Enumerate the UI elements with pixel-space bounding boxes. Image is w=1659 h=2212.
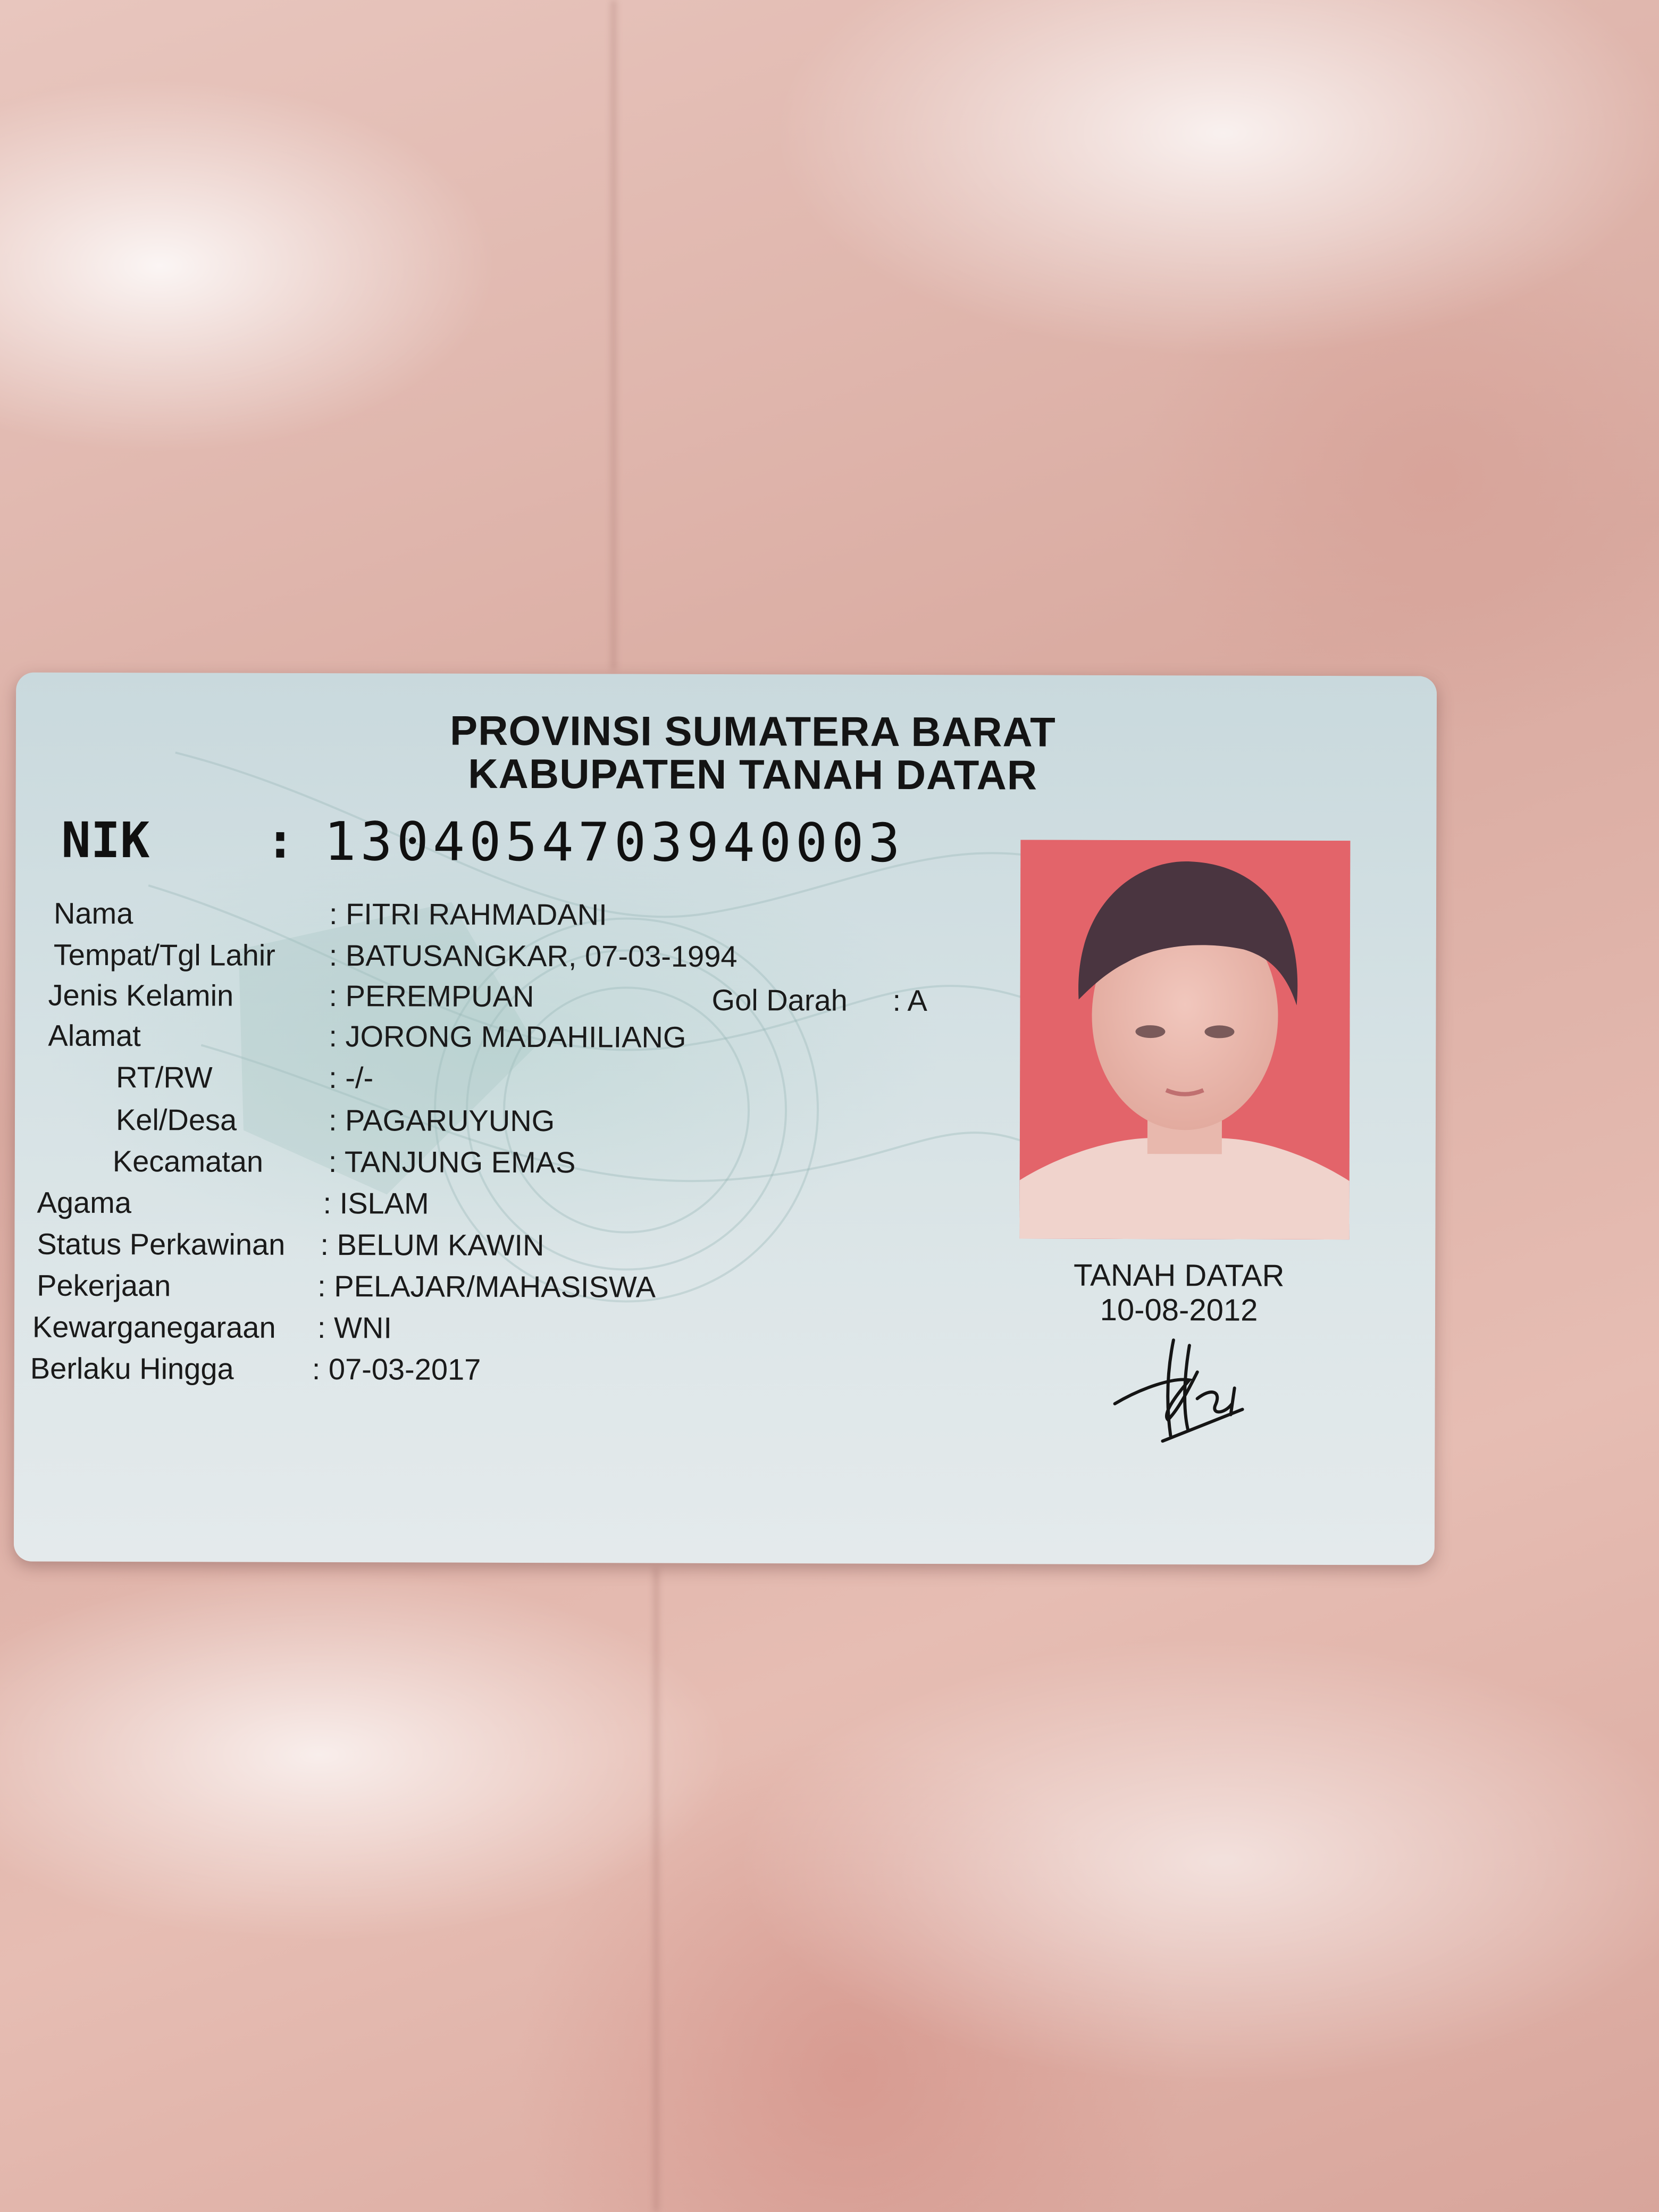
field-value: : BATUSANGKAR, 07-03-1994 — [329, 939, 738, 974]
field-value: : ISLAM — [323, 1186, 429, 1220]
field-value: : 07-03-2017 — [312, 1352, 481, 1386]
field-value: : PAGARUYUNG — [328, 1103, 555, 1138]
province-title: PROVINSI SUMATERA BARAT — [449, 707, 1056, 756]
field-value: : FITRI RAHMADANI — [329, 897, 607, 932]
fabric-fold — [611, 0, 616, 670]
field-label: Kewarganegaraan — [32, 1310, 276, 1344]
field-label: Alamat — [48, 1018, 141, 1053]
blood-type-value: : A — [892, 983, 928, 1017]
nik-colon: : — [265, 812, 295, 869]
field-label: Tempat/Tgl Lahir — [53, 937, 275, 972]
field-label: RT/RW — [116, 1060, 213, 1094]
field-label: Jenis Kelamin — [48, 978, 234, 1012]
fabric-fold — [654, 1569, 658, 2212]
field-value: : PELAJAR/MAHASISWA — [317, 1269, 656, 1304]
field-label: Pekerjaan — [37, 1268, 171, 1303]
field-label: Kel/Desa — [115, 1102, 237, 1137]
official-signature — [1109, 1329, 1248, 1452]
portrait-illustration — [1019, 840, 1350, 1239]
field-value: : BELUM KAWIN — [320, 1228, 544, 1262]
regency-title: KABUPATEN TANAH DATAR — [468, 750, 1038, 799]
blood-type-label: Gol Darah — [711, 983, 848, 1017]
field-label: Berlaku Hingga — [30, 1351, 234, 1386]
nik-label: NIK — [61, 811, 150, 869]
id-card — [14, 673, 1437, 1565]
field-label: Status Perkawinan — [37, 1227, 286, 1261]
field-label: Agama — [37, 1185, 132, 1220]
field-value: : -/- — [329, 1061, 374, 1095]
issue-date: 10-08-2012 — [1100, 1292, 1258, 1328]
field-value: : JORONG MADAHILIANG — [329, 1019, 686, 1054]
field-value: : TANJUNG EMAS — [328, 1145, 576, 1179]
field-label: Nama — [53, 896, 133, 931]
issue-place: TANAH DATAR — [1073, 1258, 1285, 1293]
holder-photo — [1019, 840, 1350, 1239]
field-value: : PEREMPUAN — [329, 979, 534, 1013]
field-value: : WNI — [317, 1310, 392, 1345]
nik-number: 1304054703940003 — [324, 810, 904, 874]
field-label: Kecamatan — [112, 1144, 264, 1178]
